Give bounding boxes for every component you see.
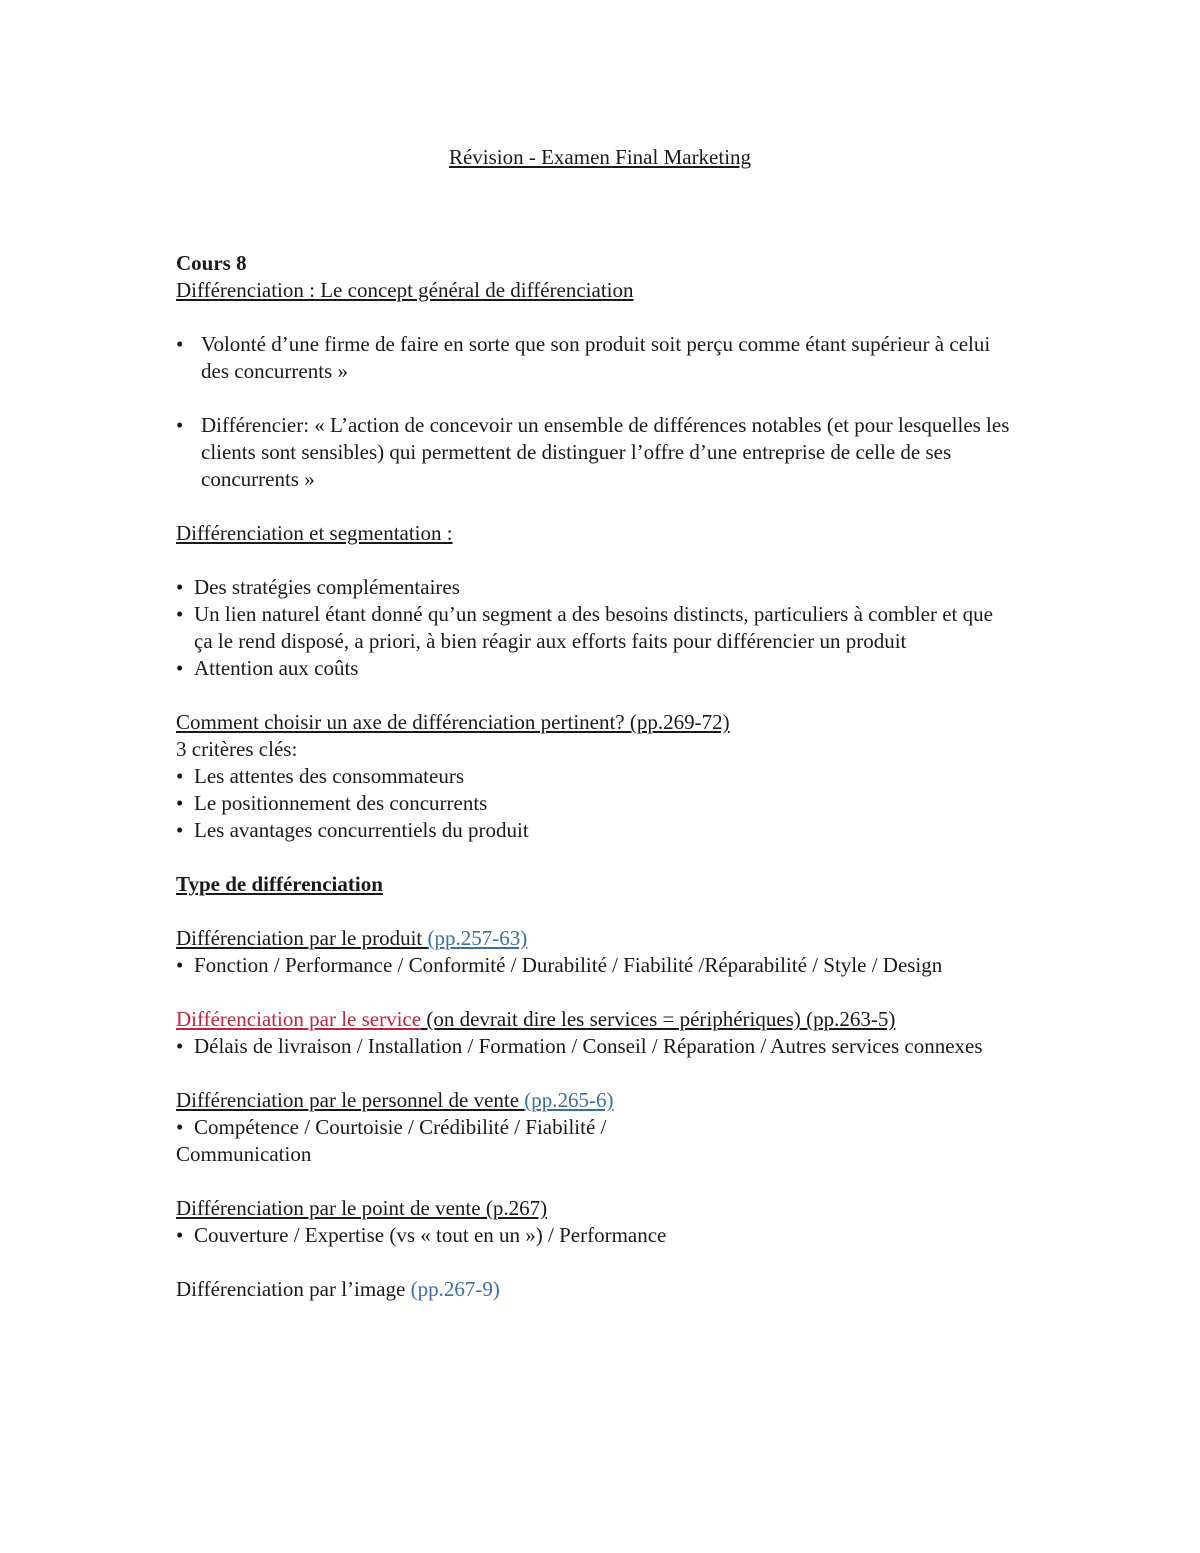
- concept-list: [176, 331, 1016, 493]
- document-title: Révision - Examen Final Marketing: [448, 145, 752, 169]
- type-service-list: [176, 1033, 1016, 1060]
- type-point-de-vente-list: [176, 1222, 1016, 1249]
- list-item: • Les avantages concurrentiels du produit: [176, 818, 529, 842]
- list-item: • Attention aux coûts: [176, 656, 359, 680]
- type-personnel-list: [176, 1114, 1016, 1141]
- types-heading: Type de différenciation: [176, 872, 383, 896]
- list-item: • Différencier: « L’action de concevoir un ensemble de différences notables (et pour lesquelles les clients sont sensibles) qui permettent de distinguer l’offre d’une entreprise de celle de ses concurrents »: [176, 413, 1010, 491]
- page-ref: (pp.267-9): [410, 1277, 500, 1301]
- type-point-de-vente-heading: Différenciation par le point de vente (p.267): [176, 1196, 548, 1220]
- section-heading-segmentation: Différenciation et segmentation :: [176, 521, 453, 545]
- document-body: [176, 250, 1016, 1303]
- section-heading-axe: Comment choisir un axe de différenciation pertinent? (pp.269-72): [176, 710, 730, 734]
- list-item: • Délais de livraison / Installation / Formation / Conseil / Réparation / Autres services connexes: [176, 1034, 983, 1058]
- list-item: • Les attentes des consommateurs: [176, 764, 465, 788]
- section-heading-concept: Différenciation : Le concept général de différenciation: [176, 278, 634, 302]
- type-produit-heading: Différenciation par le produit (pp.257-63): [176, 926, 528, 950]
- list-item: • Un lien naturel étant donné qu’un segment a des besoins distincts, particuliers à combler et que ça le rend disposé, a priori, à bien réagir aux efforts faits pour différencier un produit: [176, 602, 993, 653]
- criteria-intro: 3 critères clés:: [176, 737, 298, 761]
- segmentation-list: [176, 574, 1016, 682]
- type-personnel-heading: Différenciation par le personnel de vente (pp.265-6): [176, 1088, 614, 1112]
- type-produit-list: [176, 952, 1016, 979]
- list-item: • Compétence / Courtoisie / Crédibilité / Fiabilité /: [176, 1115, 607, 1139]
- criteria-list: [176, 763, 1016, 844]
- page-ref: (pp.265-6): [524, 1088, 614, 1112]
- page-ref: (pp.257-63): [427, 926, 528, 950]
- list-item: • Des stratégies complémentaires: [176, 575, 460, 599]
- type-image-heading: Différenciation par l’image (pp.267-9): [176, 1277, 500, 1301]
- list-item: • Volonté d’une firme de faire en sorte que son produit soit perçu comme étant supérieur à celui des concurrents »: [176, 332, 991, 383]
- list-item: • Fonction / Performance / Conformité / Durabilité / Fiabilité /Réparabilité / Style / Design: [176, 953, 943, 977]
- course-heading: Cours 8: [176, 251, 247, 275]
- list-item-continuation: Communication: [176, 1142, 312, 1166]
- type-service-heading: Différenciation par le service (on devrait dire les services = périphériques) (pp.263-5): [176, 1007, 896, 1031]
- list-item: • Le positionnement des concurrents: [176, 791, 488, 815]
- list-item: • Couverture / Expertise (vs « tout en un ») / Performance: [176, 1223, 667, 1247]
